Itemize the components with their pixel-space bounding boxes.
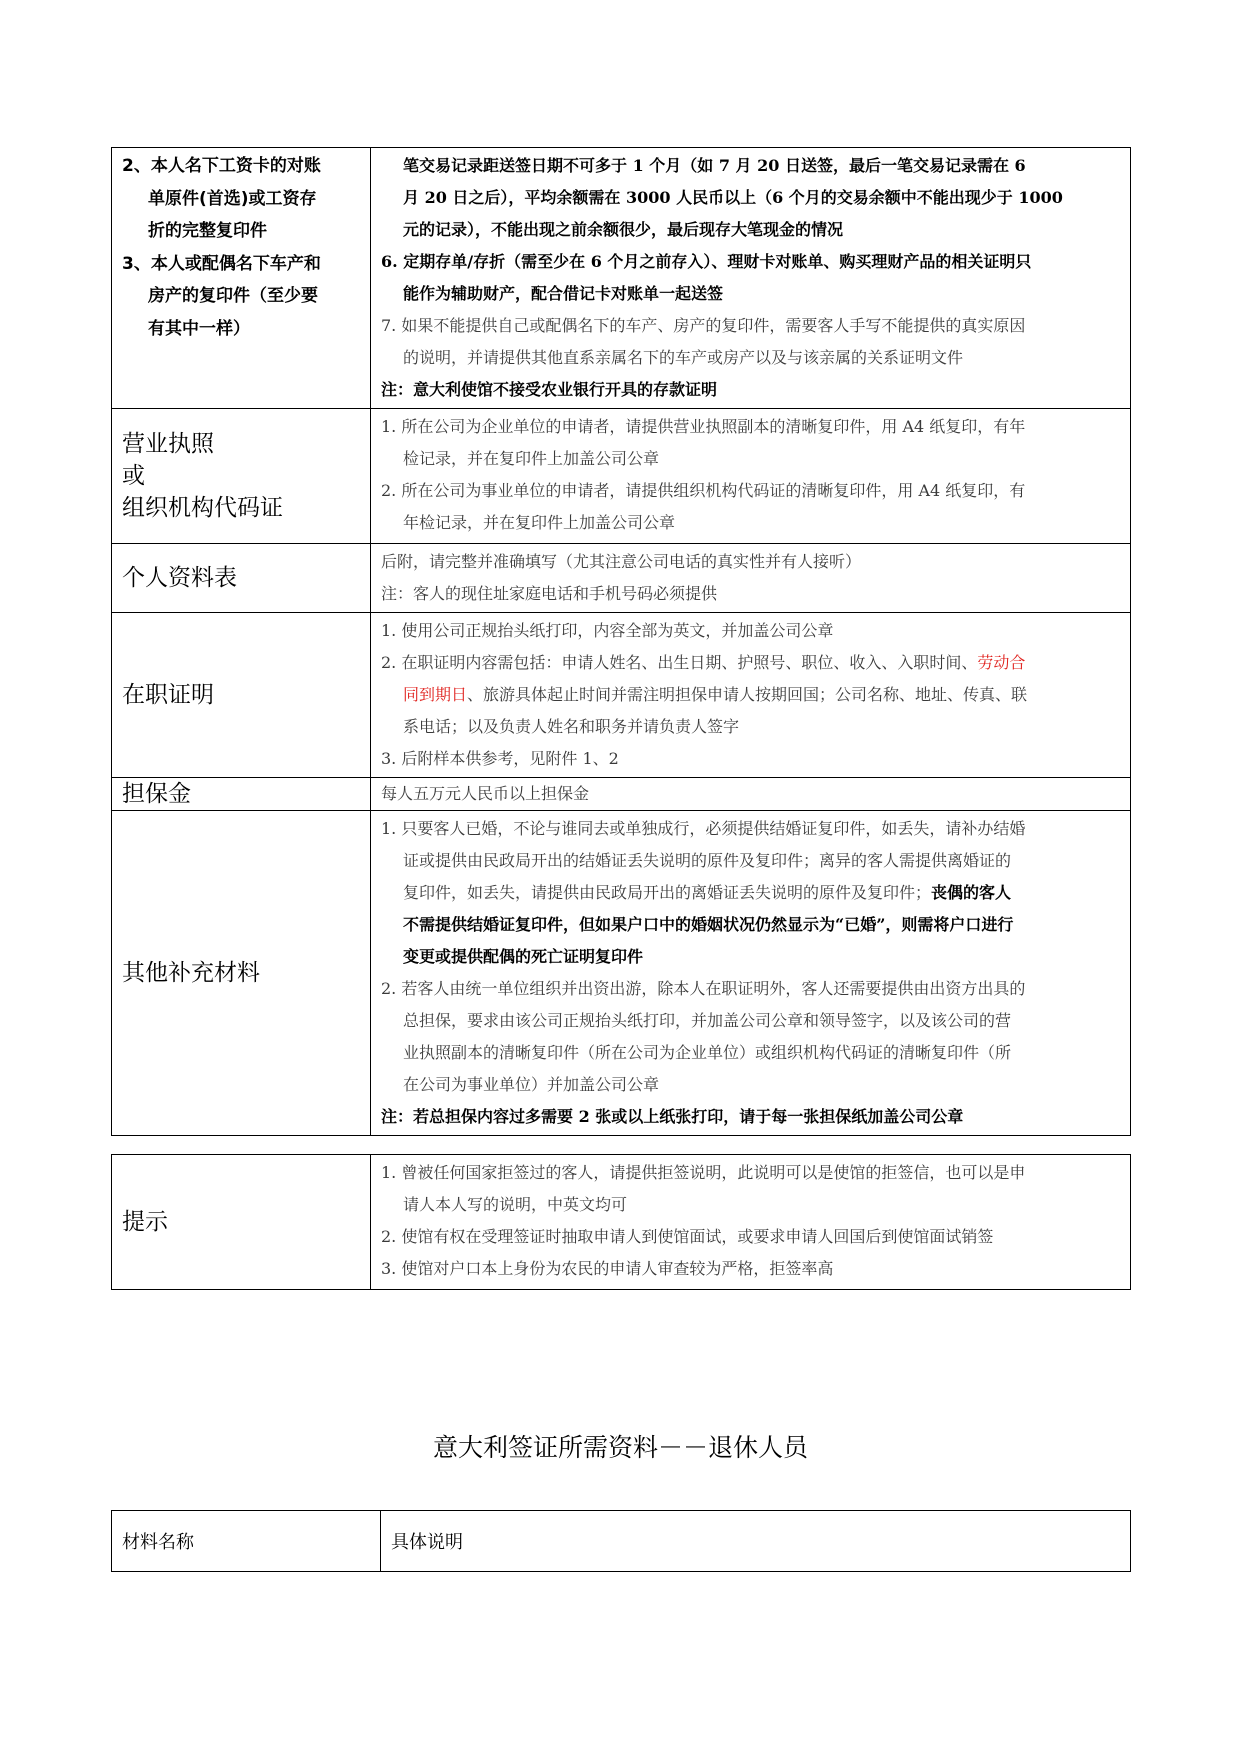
column-header: 具体说明 xyxy=(381,1511,1131,1572)
bank-label-line: 有其中一样） xyxy=(148,318,250,339)
employment-label: 在职证明 xyxy=(122,682,214,708)
detail-line xyxy=(381,647,1124,679)
table-row xyxy=(112,544,1131,613)
detail-line: 笔交易记录距送签日期不可多于 1 个月（如 7 月 20 日送签，最后一笔交易记录需在 6 xyxy=(403,156,1026,175)
highlight-text: 同到期日 xyxy=(403,685,468,704)
table-row xyxy=(112,778,1131,811)
detail-text: 复印件，如丢失，请提供由民政局开出的离婚证丢失说明的原件及复印件； xyxy=(403,883,932,902)
tips-label: 提示 xyxy=(122,1209,168,1235)
detail-line: 月 20 日之后），平均余额需在 3000 人民币以上（6 个月的交易余额中不能出现少于 1000 xyxy=(403,188,1063,207)
license-label: 或 xyxy=(122,463,145,489)
detail-line: 注：客人的现住址家庭电话和手机号码必须提供 xyxy=(381,584,718,603)
note-line: 注：若总担保内容过多需要 2 张或以上纸张打印，请于每一张担保纸加盖公司公章 xyxy=(381,1107,964,1126)
detail-text: 2. 在职证明内容需包括：申请人姓名、出生日期、护照号、职位、收入、入职时间、 xyxy=(381,653,978,672)
detail-line: 的说明，并请提供其他直系亲属名下的车产或房产以及与该亲属的关系证明文件 xyxy=(403,348,964,367)
table-header-row xyxy=(112,1511,1131,1572)
row-label-cell xyxy=(112,148,371,409)
detail-line: 在公司为事业单位）并加盖公司公章 xyxy=(403,1075,660,1094)
table-row xyxy=(112,613,1131,778)
detail-line: 1. 使用公司正规抬头纸打印，内容全部为英文，并加盖公司公章 xyxy=(381,621,834,640)
detail-line: 总担保，要求由该公司正规抬头纸打印，并加盖公司公章和领导签字，以及该公司的营 xyxy=(403,1011,1012,1030)
detail-line: 后附，请完整并准确填写（尤其注意公司电话的真实性并有人接听） xyxy=(381,552,862,571)
detail-line: 请人本人写的说明，中英文均可 xyxy=(403,1195,628,1214)
row-label-cell xyxy=(112,778,371,811)
row-label-cell xyxy=(112,811,371,1136)
detail-line: 2. 所在公司为事业单位的申请者，请提供组织机构代码证的清晰复印件，用 A4 纸复印，有 xyxy=(381,481,1026,500)
detail-line xyxy=(381,877,1124,909)
bank-label-line: 折的完整复印件 xyxy=(148,221,267,241)
row-detail-cell xyxy=(371,613,1131,778)
detail-line: 1. 所在公司为企业单位的申请者，请提供营业执照副本的清晰复印件，用 A4 纸复印，有年 xyxy=(381,417,1026,436)
detail-line: 系电话；以及负责人姓名和职务并请负责人签字 xyxy=(403,717,740,736)
detail-line: 每人五万元人民币以上担保金 xyxy=(381,784,590,803)
column-header: 材料名称 xyxy=(112,1511,381,1572)
profile-label: 个人资料表 xyxy=(122,565,237,591)
detail-line: 元的记录），不能出现之前余额很少，最后现存大笔现金的情况 xyxy=(403,220,844,239)
detail-line: 检记录，并在复印件上加盖公司公章 xyxy=(403,449,660,468)
row-detail-cell xyxy=(371,811,1131,1136)
detail-line: 证或提供由民政局开出的结婚证丢失说明的原件及复印件；离异的客人需提供离婚证的 xyxy=(403,851,1012,870)
detail-line: 2. 使馆有权在受理签证时抽取申请人到使馆面试，或要求申请人回国后到使馆面试销签 xyxy=(381,1227,994,1246)
table-row xyxy=(112,1155,1131,1290)
detail-line: 2. 若客人由统一单位组织并出资出游，除本人在职证明外，客人还需要提供由出资方出具的 xyxy=(381,979,1026,998)
row-detail-cell xyxy=(371,778,1131,811)
row-label-cell xyxy=(112,544,371,613)
detail-line: 3. 后附样本供参考，见附件 1、2 xyxy=(381,749,619,768)
bank-label-line: 3、本人或配偶名下车产和 xyxy=(122,253,321,274)
requirements-table xyxy=(111,147,1131,1136)
bank-label-line: 房产的复印件（至少要 xyxy=(148,286,318,306)
bank-label-line: 2、本人名下工资卡的对账 xyxy=(122,156,321,176)
detail-line: 能作为辅助财产，配合借记卡对账单一起送签 xyxy=(403,284,724,303)
section-title: 意大利签证所需资料－－退休人员 xyxy=(432,1433,808,1462)
deposit-label: 担保金 xyxy=(122,781,191,807)
table-row xyxy=(112,811,1131,1136)
note-line: 注：意大利使馆不接受农业银行开具的存款证明 xyxy=(381,380,718,399)
row-label-cell xyxy=(112,409,371,544)
detail-line: 1. 只要客人已婚，不论与谁同去或单独成行，必须提供结婚证复印件，如丢失，请补办结婚 xyxy=(381,819,1026,838)
table-row xyxy=(112,409,1131,544)
detail-line: 变更或提供配偶的死亡证明复印件 xyxy=(403,947,644,966)
highlight-text: 劳动合 xyxy=(977,653,1026,672)
detail-line: 7. 如果不能提供自己或配偶名下的车产、房产的复印件，需要客人手写不能提供的真实原因 xyxy=(381,316,1026,335)
row-detail-cell xyxy=(371,544,1131,613)
bold-text: 丧偶的客人 xyxy=(931,883,1012,902)
detail-line: 不需提供结婚证复印件，但如果户口中的婚姻状况仍然显示为“已婚”，则需将户口进行 xyxy=(403,915,1014,934)
detail-text: 、旅游具体起止时间并需注明担保申请人按期回国；公司名称、地址、传真、联 xyxy=(467,685,1028,704)
detail-line xyxy=(381,679,1124,711)
detail-line: 业执照副本的清晰复印件（所在公司为企业单位）或组织机构代码证的清晰复印件（所 xyxy=(403,1043,1012,1062)
license-label: 营业执照 xyxy=(122,431,214,457)
tips-table xyxy=(111,1154,1131,1290)
detail-line: 年检记录，并在复印件上加盖公司公章 xyxy=(403,513,676,532)
detail-line: 6. 定期存单/存折（需至少在 6 个月之前存入）、理财卡对账单、购买理财产品的相关证明只 xyxy=(381,252,1032,271)
detail-line: 1. 曾被任何国家拒签过的客人，请提供拒签说明，此说明可以是使馆的拒签信，也可以是申 xyxy=(381,1163,1026,1182)
table-row xyxy=(112,148,1131,409)
row-detail-cell xyxy=(371,409,1131,544)
row-detail-cell xyxy=(371,148,1131,409)
detail-line: 3. 使馆对户口本上身份为农民的申请人审查较为严格，拒签率高 xyxy=(381,1259,834,1278)
row-detail-cell xyxy=(371,1155,1131,1290)
row-label-cell xyxy=(112,613,371,778)
retiree-table xyxy=(111,1510,1131,1572)
license-label: 组织机构代码证 xyxy=(122,495,283,521)
bank-label-line: 单原件(首选)或工资存 xyxy=(148,188,317,209)
other-materials-label: 其他补充材料 xyxy=(122,960,260,986)
row-label-cell xyxy=(112,1155,371,1290)
